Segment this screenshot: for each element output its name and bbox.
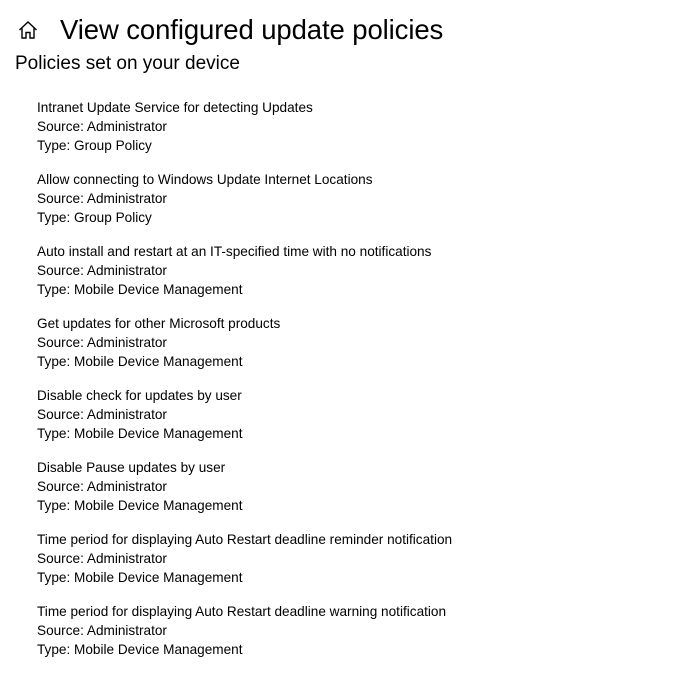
policy-type: Type: Mobile Device Management — [37, 426, 243, 441]
policy-type: Type: Mobile Device Management — [37, 570, 243, 585]
policy-source: Source: Administrator — [37, 479, 167, 494]
policy-name: Allow connecting to Windows Update Internet Locations — [37, 172, 373, 187]
policy-type: Type: Mobile Device Management — [37, 354, 243, 369]
policy-name: Time period for displaying Auto Restart deadline warning notification — [37, 604, 447, 619]
policy-item — [37, 314, 452, 371]
policy-type: Type: Group Policy — [37, 210, 152, 225]
policy-item — [37, 602, 452, 659]
policy-source: Source: Administrator — [37, 263, 167, 278]
policy-item — [37, 170, 452, 227]
policy-name: Time period for displaying Auto Restart deadline reminder notification — [37, 532, 453, 547]
policy-source: Source: Administrator — [37, 623, 167, 638]
policy-source: Source: Administrator — [37, 335, 167, 350]
policy-type: Type: Mobile Device Management — [37, 498, 243, 513]
policy-source: Source: Administrator — [37, 407, 167, 422]
policy-item — [37, 242, 452, 299]
policy-name: Disable check for updates by user — [37, 388, 242, 403]
page-title: View configured update policies — [60, 14, 444, 45]
policy-item — [37, 458, 452, 515]
policy-item — [37, 530, 452, 587]
policy-type: Type: Mobile Device Management — [37, 282, 243, 297]
policy-name: Auto install and restart at an IT-specified time with no notifications — [37, 244, 432, 259]
home-button[interactable] — [15, 17, 41, 43]
page-header — [0, 10, 443, 50]
policy-type: Type: Group Policy — [37, 138, 152, 153]
policy-name: Intranet Update Service for detecting Updates — [37, 100, 313, 115]
policy-name: Disable Pause updates by user — [37, 460, 226, 475]
home-icon — [18, 20, 38, 40]
policy-item — [37, 98, 452, 155]
policy-list — [37, 98, 452, 674]
policy-name: Get updates for other Microsoft products — [37, 316, 281, 331]
policy-source: Source: Administrator — [37, 191, 167, 206]
policy-type: Type: Mobile Device Management — [37, 642, 243, 657]
section-title: Policies set on your device — [15, 53, 240, 74]
policy-source: Source: Administrator — [37, 119, 167, 134]
policy-source: Source: Administrator — [37, 551, 167, 566]
policy-item — [37, 386, 452, 443]
